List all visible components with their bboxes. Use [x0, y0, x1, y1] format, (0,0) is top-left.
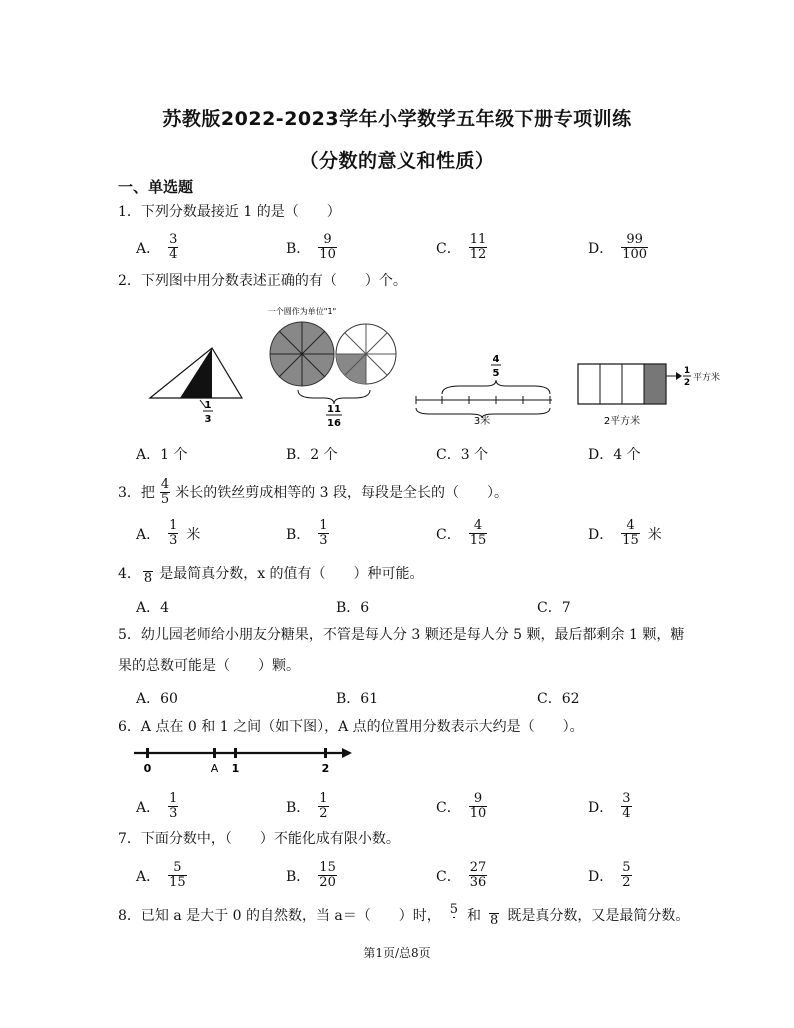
question-7: 7．下面分数中，（ ）不能化成有限小数。: [118, 831, 400, 847]
segment-figure: [416, 354, 552, 427]
q8-suffix: 既是真分数，又是最简分数。: [507, 907, 690, 924]
page-footer: 第1页/总8页: [363, 946, 431, 960]
option-label: B．: [286, 799, 311, 816]
option-label: C．: [436, 240, 461, 257]
question-4: [118, 561, 424, 586]
option-label: D．: [588, 526, 614, 543]
q6-option-a[interactable]: [136, 792, 180, 821]
q8-and: 和: [467, 907, 482, 924]
fraction: $\frac{9}{10}$: [319, 232, 336, 262]
fraction: $\frac{4}{5}$: [160, 477, 170, 507]
question-6: 6．A 点在 0 和 1 之间（如下图），A 点的位置用分数表示大约是（ ）。: [118, 719, 584, 735]
q2-option-b[interactable]: B．2 个: [286, 447, 338, 463]
circle-fraction-den: 16: [327, 418, 341, 429]
page-title: 苏教版2022-2023学年小学数学五年级下册专项训练: [162, 108, 632, 130]
circles-figure: [268, 306, 396, 429]
rect-fraction-num: 1: [683, 366, 691, 376]
q7-option-d[interactable]: [588, 861, 634, 890]
fraction: $\frac{3}{4}$: [622, 791, 631, 821]
fraction: $\frac{1}{3}$: [319, 518, 328, 548]
triangle-fraction-den: 3: [204, 414, 212, 425]
question-5-line-2: 果的总数可能是（ ）颗。: [118, 658, 300, 674]
tick-a: [213, 748, 216, 758]
q3-option-b[interactable]: [286, 519, 331, 548]
question-1: 1．下列分数最接近 1 的是（ ）: [118, 204, 341, 220]
q5-option-a[interactable]: A．60: [136, 691, 178, 707]
q2-option-a[interactable]: A．1 个: [136, 447, 188, 463]
fraction: 8: [143, 571, 153, 586]
triangle-figure: [150, 348, 242, 425]
line-fraction-den: 5: [492, 368, 500, 379]
question-5-line-1: 5．幼儿园老师给小朋友分糖果，不管是每人分 3 颗还是每人分 5 颗，最后都剩余 1 颗，糖: [118, 627, 685, 643]
q4-option-c[interactable]: C．7: [537, 600, 571, 616]
option-label: A．: [136, 526, 161, 543]
fraction: $\frac{5}{2}$: [622, 860, 631, 890]
rectangle-figure: [578, 364, 720, 427]
q7-option-b[interactable]: [286, 861, 339, 890]
triangle-fraction-num: 1: [204, 400, 212, 411]
q1-option-c[interactable]: [436, 233, 489, 262]
fraction: $\frac{15}{20}$: [319, 860, 336, 890]
rect-fraction-unit: 平方米: [693, 373, 721, 383]
fraction: 5: [449, 903, 459, 928]
tick-0: [146, 748, 149, 758]
q3-suffix: 米长的铁丝剪成相等的 3 段，每段是全长的（ ）。: [175, 484, 509, 501]
option-label: D．: [588, 240, 614, 257]
fraction: $\frac{11}{12}$: [469, 232, 487, 262]
q3-option-d[interactable]: [588, 519, 662, 548]
q5-option-c[interactable]: C．62: [537, 691, 580, 707]
question-2: 2．下列图中用分数表述正确的有（ ）个。: [118, 273, 407, 289]
fraction: $\frac{5}{15}$: [169, 860, 186, 890]
question-3: [118, 478, 508, 507]
q3-prefix: 3．把: [118, 484, 155, 501]
option-label: B．: [286, 526, 311, 543]
q1-option-b[interactable]: [286, 233, 339, 262]
fraction: $\frac{3}{4}$: [169, 232, 178, 262]
circle-caption: 一个圆作为单位"1": [267, 307, 337, 316]
q1-option-d[interactable]: [588, 233, 650, 262]
option-unit: 米: [647, 526, 662, 543]
q3-option-a[interactable]: [136, 519, 200, 548]
section-heading: 一、单选题: [118, 178, 194, 196]
q7-option-c[interactable]: [436, 861, 489, 890]
option-label: B．: [286, 868, 311, 885]
option-label: C．: [436, 868, 461, 885]
line-length-label: 3米: [473, 416, 491, 427]
q5-option-b[interactable]: B．61: [336, 691, 379, 707]
tick-1: [234, 748, 237, 758]
tick-label-a: A: [210, 762, 219, 775]
fraction: $\frac{1}{3}$: [169, 791, 178, 821]
tick-label-2: 2: [321, 762, 330, 775]
q4-prefix: 4．: [118, 565, 141, 582]
q1-option-a[interactable]: [136, 233, 180, 262]
q6-option-c[interactable]: [436, 792, 489, 821]
fraction: $\frac{1}{3}$: [169, 518, 178, 548]
option-label: A．: [136, 868, 161, 885]
q2-option-d[interactable]: D．4 个: [588, 447, 641, 463]
option-label: D．: [588, 868, 614, 885]
q2-figures: [130, 300, 740, 435]
page-subtitle: （分数的意义和性质）: [299, 150, 495, 172]
tick-label-1: 1: [231, 762, 240, 775]
q7-option-a[interactable]: [136, 861, 189, 890]
option-label: A．: [136, 799, 161, 816]
option-label: C．: [436, 799, 461, 816]
fraction: $\frac{1}{2}$: [319, 791, 328, 821]
line-fraction-num: 4: [492, 354, 500, 365]
q3-option-c[interactable]: [436, 519, 489, 548]
tick-label-0: 0: [143, 762, 152, 775]
fraction: 8: [490, 913, 499, 928]
q6-option-b[interactable]: [286, 792, 331, 821]
fraction: $\frac{9}{10}$: [469, 791, 487, 821]
rect-fraction-den: 2: [683, 378, 691, 388]
fraction: $\frac{4}{15}$: [622, 518, 639, 548]
option-unit: 米: [186, 526, 201, 543]
fraction: $\frac{27}{36}$: [469, 860, 487, 890]
circle-fraction-num: 11: [327, 404, 341, 415]
rect-area-label: 2平方米: [603, 416, 641, 427]
q2-option-c[interactable]: C．3 个: [436, 447, 489, 463]
q6-option-d[interactable]: [588, 792, 634, 821]
number-line: [130, 742, 360, 776]
question-8: [118, 903, 689, 928]
q4-suffix: 是最简真分数，x 的值有（ ）种可能。: [159, 565, 424, 582]
option-label: C．: [436, 526, 461, 543]
q8-prefix: 8．已知 a 是大于 0 的自然数，当 a＝（ ）时，: [118, 907, 441, 924]
option-label: B．: [286, 240, 311, 257]
option-label: D．: [588, 799, 614, 816]
q4-option-b[interactable]: B．6: [336, 600, 370, 616]
fraction: $\frac{99}{100}$: [622, 232, 648, 262]
fraction: $\frac{4}{15}$: [469, 518, 487, 548]
option-label: A．: [136, 240, 161, 257]
q4-option-a[interactable]: A．4: [136, 600, 170, 616]
tick-2: [324, 748, 327, 758]
